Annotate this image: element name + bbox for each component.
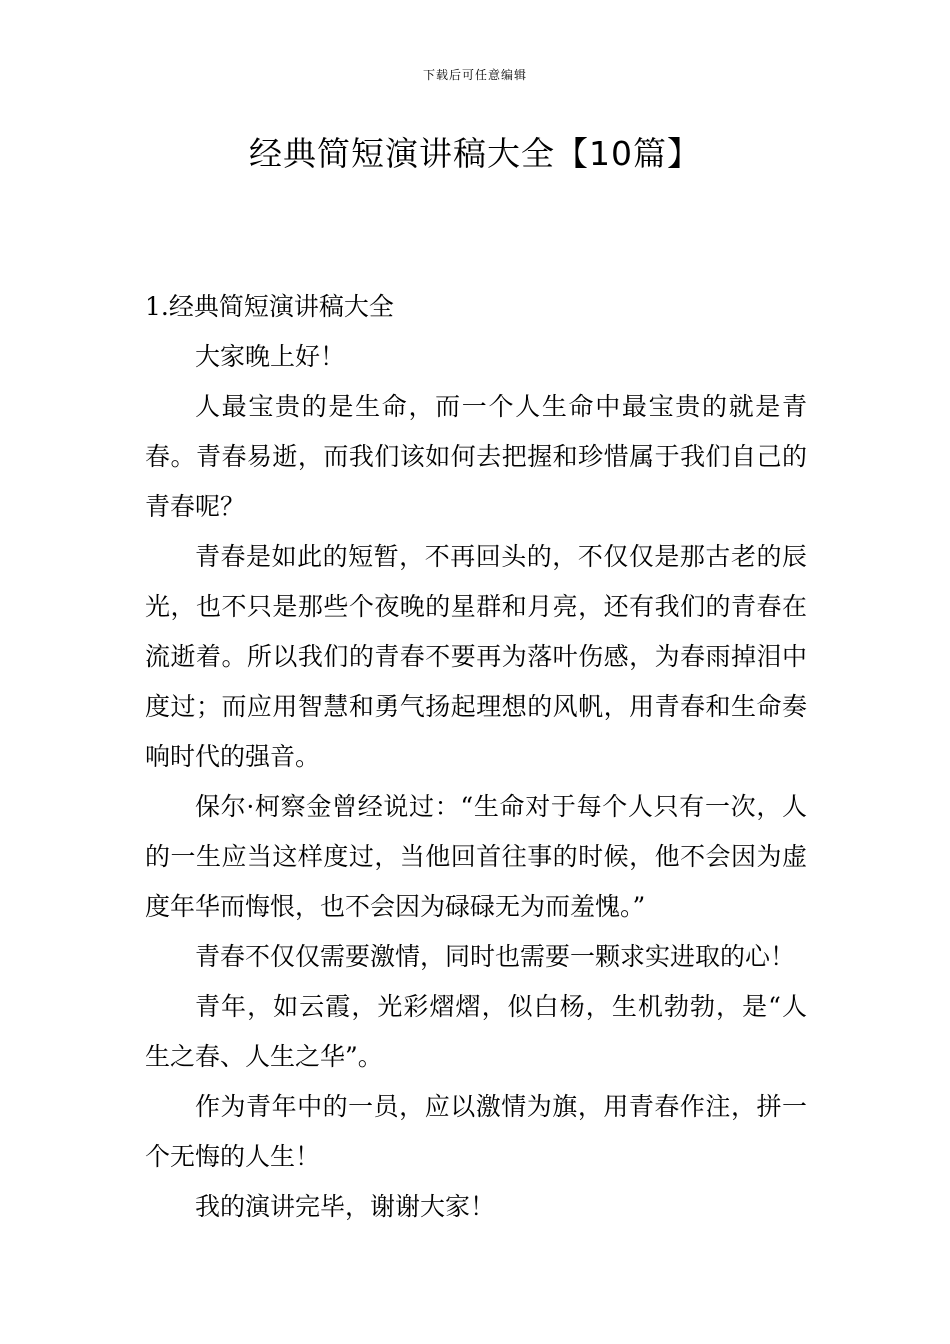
paragraph-greeting: 大家晚上好！ xyxy=(195,342,346,371)
section-heading: 1.经典简短演讲稿大全 xyxy=(145,292,394,321)
document-body xyxy=(145,282,807,1232)
paragraph-closing: 我的演讲完毕，谢谢大家！ xyxy=(195,1192,496,1221)
paragraph-quote: 保尔·柯察金曾经说过：“生命对于每个人只有一次，人的一生应当这样度过，当他回首往事的时候，他不会因为虚度年华而悔恨，也不会因为碌碌无为而羞愧。” xyxy=(145,792,807,921)
paragraph: 青春不仅仅需要激情，同时也需要一颗求实进取的心！ xyxy=(195,942,796,971)
paragraph: 青春是如此的短暂，不再回头的，不仅仅是那古老的辰光，也不只是那些个夜晚的星群和月亮，还有我们的青春在流逝着。所以我们的青春不要再为落叶伤感，为春雨掉泪中度过；而应用智慧和勇气扬起理想的风帆，用青春和生命奏响时代的强音。 xyxy=(145,542,807,771)
paragraph: 作为青年中的一员，应以激情为旗，用青春作注，拼一个无悔的人生！ xyxy=(145,1092,807,1171)
page-title: 经典简短演讲稿大全【10篇】 xyxy=(249,134,701,173)
paragraph: 青年，如云霞，光彩熠熠，似白杨，生机勃勃，是“人生之春、人生之华”。 xyxy=(145,992,807,1071)
header-note: 下载后可任意编辑 xyxy=(422,68,527,82)
paragraph: 人最宝贵的是生命，而一个人生命中最宝贵的就是青春。青春易逝，而我们该如何去把握和珍惜属于我们自己的青春呢？ xyxy=(145,392,807,521)
